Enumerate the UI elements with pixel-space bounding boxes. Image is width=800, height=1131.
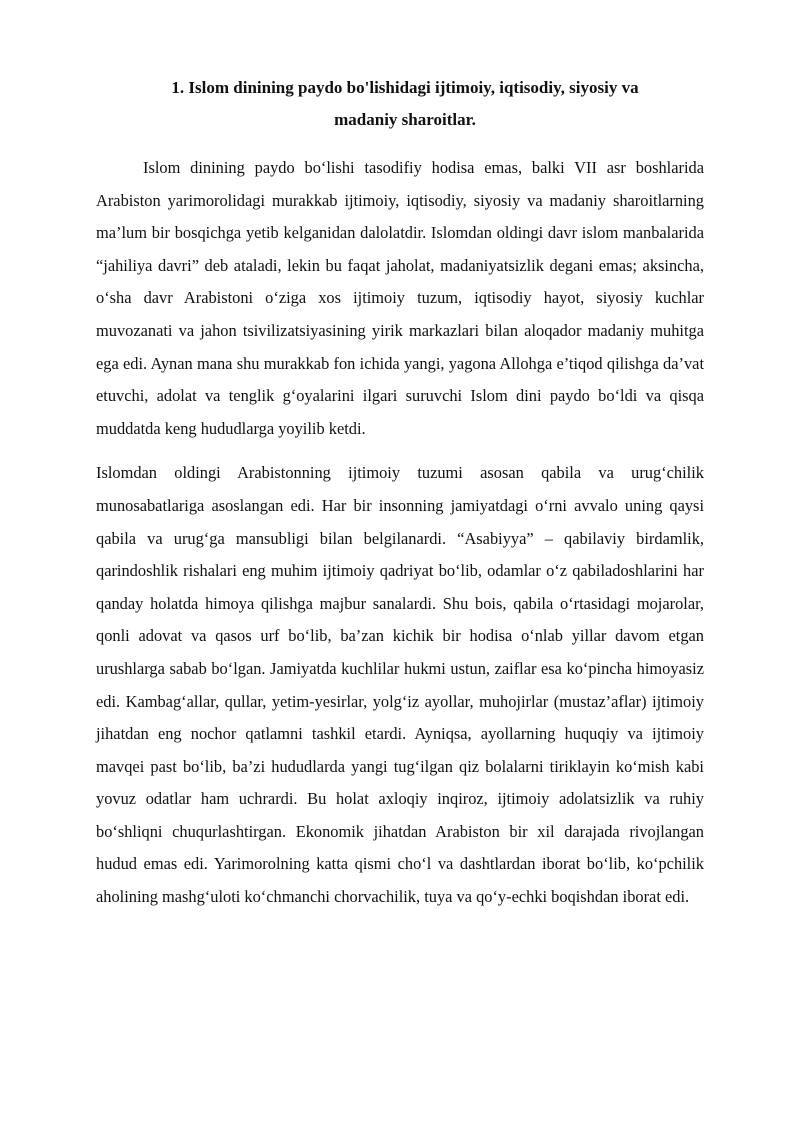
document-page — [96, 72, 704, 914]
paragraph-social-structure: Islomdan oldingi Arabistonning ijtimoiy tuzumi asosan qabila va urug‘chilik munosabatlariga asoslangan edi. Har bir insonning jamiyatdagi o‘rni avvalo uning qaysi qabila va urug‘ga mansubligi bilan belgilanardi. “Asabiyya” – qabilaviy birdamlik, qarindoshlik rishalari eng muhim ijtimoiy qadriyat bo‘lib, odamlar o‘z qabiladoshlarini har qanday holatda himoya qilishga majbur sanalardi. Shu bois, qabila o‘rtasidagi mojarolar, qonli adovat va qasos urf bo‘lib, ba’zan kichik bir hodisa o‘nlab yillar davom etgan urushlarga sabab bo‘lgan. Jamiyatda kuchlilar hukmi ustun, zaiflar esa ko‘pincha himoyasiz edi. Kambag‘allar, qullar, yetim-yesirlar, yolg‘iz ayollar, muhojirlar (mustaz’aflar) ijtimoiy jihatdan eng nochor qatlamni tashkil etardi. Ayniqsa, ayollarning huquqiy va ijtimoiy mavqei past bo‘lib, ba’zi hududlarda yangi tug‘ilgan qiz bolalarni tiriklayin ko‘mish kabi yovuz odatlar ham uchrardi. Bu holat axloqiy inqiroz, ijtimoiy adolatsizlik va ruhiy bo‘shliqni chuqurlashtirgan. Ekonomik jihatdan Arabiston bir xil darajada rivojlangan hudud emas edi. Yarimorolning katta qismi cho‘l va dashtlardan iborat bo‘lib, ko‘pchilik aholining mashg‘uloti ko‘chmanchi chorvachilik, tuya va qo‘y-echki boqishdan iborat edi. — [96, 463, 704, 907]
document-title — [96, 72, 704, 136]
title-line-1: 1. Islom dinining paydo bo'lishidagi ijtimoiy, iqtisodiy, siyosiy va — [171, 78, 639, 97]
title-line-2: madaniy sharoitlar. — [334, 110, 476, 129]
paragraph-intro: Islom dinining paydo bo‘lishi tasodifiy hodisa emas, balki VII asr boshlarida Arabiston yarimorolidagi murakkab ijtimoiy, iqtisodiy, siyosiy va madaniy sharoitlarning ma’lum bir bosqichga yetib kelganidan dalolatdir. Islomdan oldingi davr islom manbalarida “jahiliya davri” deb ataladi, lekin bu faqat jaholat, madaniyatsizlik degani emas; aksincha, o‘sha davr Arabistoni o‘ziga xos ijtimoiy tuzum, iqtisodiy hayot, siyosiy kuchlar muvozanati va jahon tsivilizatsiyasining yirik markazlari bilan aloqador madaniy muhitga ega edi. Aynan mana shu murakkab fon ichida yangi, yagona Allohga e’tiqod qilishga da’vat etuvchi, adolat va tenglik g‘oyalarini ilgari suruvchi Islom dini paydo bo‘ldi va qisqa muddatda keng hududlarga yoyilib ketdi. — [96, 158, 704, 438]
